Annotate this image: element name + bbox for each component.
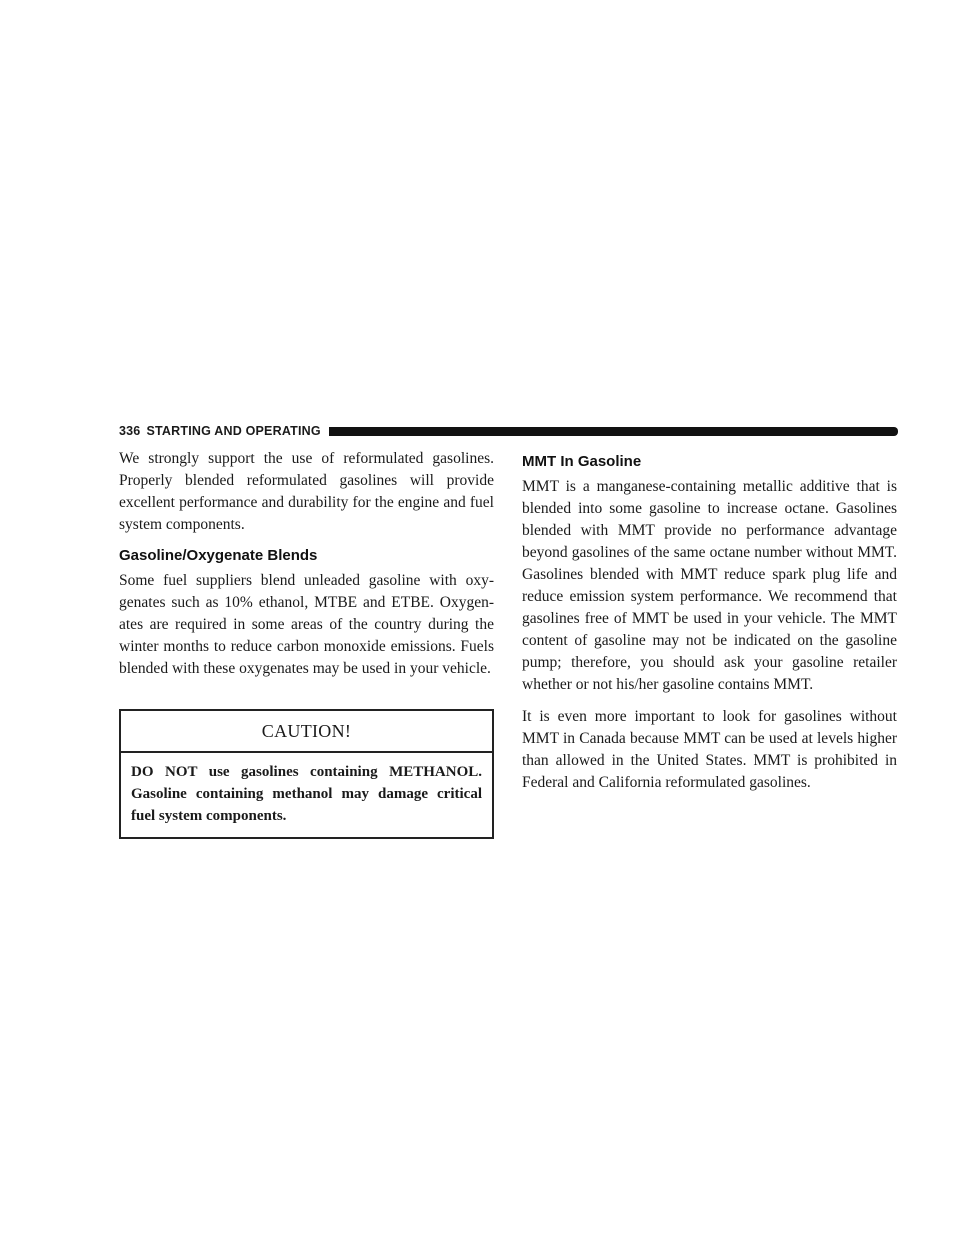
caution-box (119, 709, 494, 839)
page-header (119, 423, 898, 439)
page-number: 336 (119, 424, 141, 438)
mmt-heading: MMT In Gasoline (522, 453, 642, 470)
section-title: STARTING AND OPERATING (146, 424, 321, 438)
intro-paragraph: We strongly support the use of reformulated gasolines. Properly blended reformulated gasolines will provide excellent performance and durability for the engine and fuel system components. (119, 450, 494, 533)
right-column (522, 448, 897, 804)
left-column (119, 448, 494, 839)
caution-body: DO NOT use gasolines containing METHANOL. Gasoline containing methanol may damage critical fuel system components. (131, 764, 482, 824)
caution-title: CAUTION! (121, 711, 492, 753)
mmt-paragraph-1: MMT is a manganese-containing metallic additive that is blended into some gasoline to increase octane. Gasolines blended with MMT provide no performance advantage beyond gasolines of the same octane number without MMT. Gasolines blended with MMT reduce spark plug life and reduce emission system performance. We recommend that gasolines free of MMT be used in your vehicle. The MMT content of gasoline may not be indicated on the gasoline pump; therefore, you should ask your gasoline retailer whether or not his/her gasoline contains MMT. (522, 478, 897, 693)
mmt-paragraph-2: It is even more important to look for gasolines without MMT in Canada because MMT can be used at levels higher than allowed in the United States. MMT is prohibited in Federal and California reformulated gasolines. (522, 708, 897, 791)
header-rule (329, 427, 898, 436)
blends-heading: Gasoline/Oxygenate Blends (119, 547, 318, 564)
blends-paragraph: Some fuel suppliers blend unleaded gasoline with oxygenates such as 10% ethanol, MTBE and ETBE. Oxygenates are required in some areas of the country during the winter months to reduce carbon monoxide emissions. Fuels blended with these oxygenates may be used in your vehicle. (119, 572, 494, 677)
